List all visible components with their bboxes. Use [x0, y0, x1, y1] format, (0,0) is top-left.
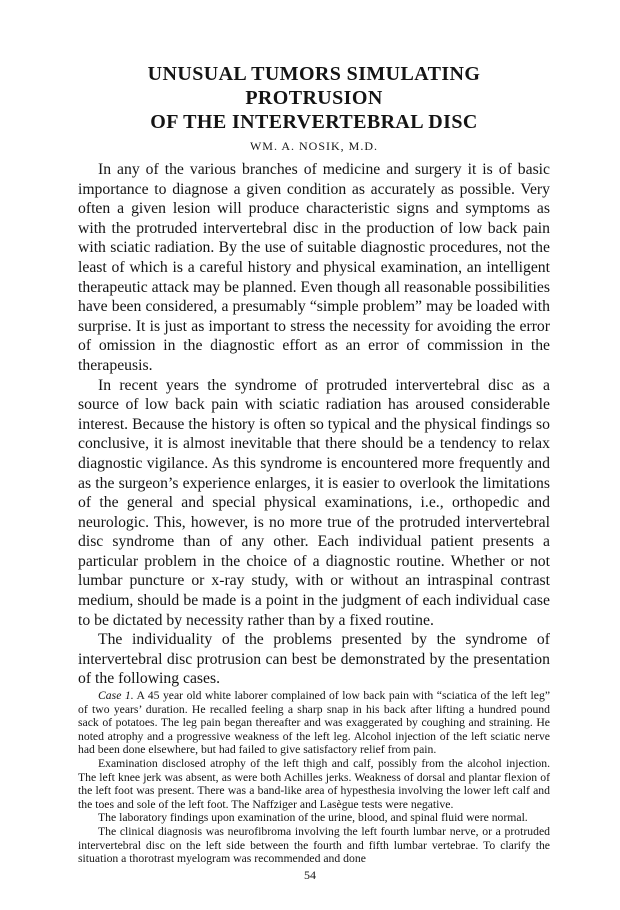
case-1-laboratory: The laboratory findings upon examination of the urine, blood, and spinal fluid were normal.	[98, 811, 528, 825]
case-1-history-text: A 45 year old white laborer complained of low back pain with “sciatica of the left leg” of two years’ duration. He recalled feeling a sharp snap in his back after lifting a hundred pound sack of potatoes. The leg pain began thereafter and was exaggerated by coughing and straining. He noted atrophy and a progressive weakness of the left leg. Alcohol injection of the left sciatic nerve had been done elsewhere, but had failed to give satisfactory relief from pain.	[78, 689, 551, 757]
page-number: 54	[304, 868, 316, 882]
author-byline: WM. A. NOSIK, M.D.	[249, 139, 378, 153]
case-1-diagnosis: The clinical diagnosis was neurofibroma involving the left fourth lumbar nerve, or a protruded intervertebral disc on the left side between the fourth and fifth lumbar vertebrae. To clarify the situation a thorotrast myelogram was recommended and done	[78, 824, 550, 866]
case-1-history	[78, 689, 550, 757]
article-title	[78, 62, 550, 134]
case-label: Case 1.	[98, 689, 134, 703]
body-paragraph-1: In any of the various branches of medicine and surgery it is of basic importance to diagnose a given condition as accurately as possible. Very often a given lesion will produce characteristic signs and symptoms as with the protruded intervertebral disc in the production of low back pain with sciatic radiation. By the use of suitable diagnostic procedures, not the least of which is a careful history and physical examination, an intelligent therapeutic attack may be planned. Even though all reasonable possibilities have been considered, a presumably “simple problem” may be loaded with surprise. It is just as important to stress the necessity for avoiding the error of omission in the diagnostic effort as an error of commission in the therapeusis.	[78, 161, 550, 374]
body-paragraph-3: The individuality of the problems presented by the syndrome of intervertebral disc protrusion can best be demonstrated by the presentation of the following cases.	[78, 631, 550, 688]
case-1-examination: Examination disclosed atrophy of the left thigh and calf, possibly from the alcohol injection. The left knee jerk was absent, as were both Achilles jerks. Weakness of dorsal and plantar flexion of the left foot was present. There was a band-like area of hypesthesia involving the lower left calf and the toes and sole of the left foot. The Naffziger and Lasègue tests were negative.	[78, 757, 550, 811]
article-page	[78, 62, 550, 866]
title-line-2: OF THE INTERVERTEBRAL DISC	[150, 111, 478, 133]
body-paragraph-2: In recent years the syndrome of protruded intervertebral disc as a source of low back pain with sciatic radiation has aroused considerable interest. Because the history is often so typical and the physical findings so conclusive, it is almost inevitable that there should be a tendency to relax diagnostic vigilance. As this syndrome is encountered more frequently and as the surgeon’s experience enlarges, it is easier to overlook the limitations of the general and special physical examinations, i.e., orthopedic and neurologic. This, however, is no more true of the protruded intervertebral disc syndrome than of any other. Each individual patient presents a particular problem in the choice of a diagnostic routine. Whether or not lumbar puncture or x-ray study, with or without an intraspinal contrast medium, should be made is a point in the judgment of each individual case to be dictated by necessity rather than by a fixed routine.	[78, 376, 550, 629]
title-line-1: UNUSUAL TUMORS SIMULATING PROTRUSION	[147, 63, 481, 109]
